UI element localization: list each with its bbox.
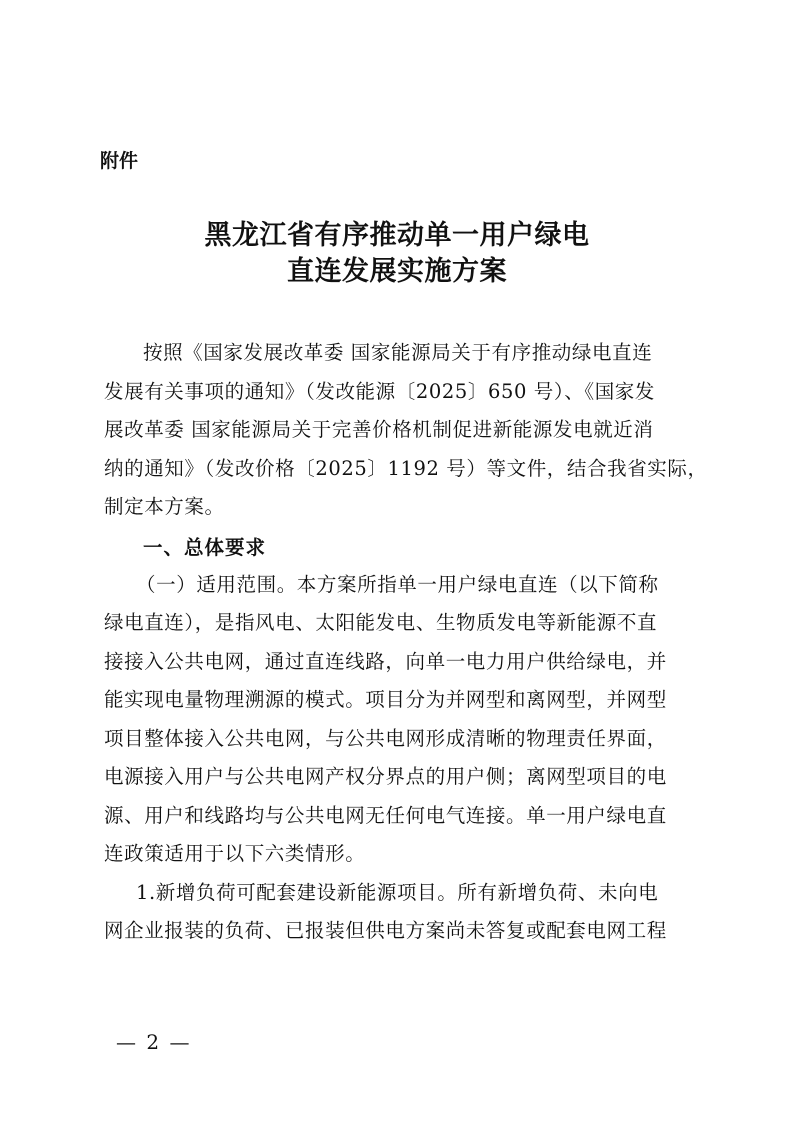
scope-paragraph-line: 连政策适用于以下六类情形。	[104, 842, 366, 865]
item1-paragraph-line: 网企业报装的负荷、已报装但供电方案尚未答复或配套电网工程	[104, 919, 667, 942]
scope-paragraph-line: 项目整体接入公共电网，与公共电网形成清晰的物理责任界面，	[104, 727, 667, 750]
scope-paragraph-line: 接接入公共电网，通过直连线路，向单一电力用户供给绿电，并	[104, 650, 667, 673]
attachment-label: 附件	[100, 150, 139, 172]
scope-paragraph-line: 能实现电量物理溯源的模式。项目分为并网型和离网型，并网型	[104, 688, 667, 711]
intro-paragraph-line: 展改革委 国家能源局关于完善价格机制促进新能源发电就近消	[104, 418, 654, 441]
scope-paragraph-line: 电源接入用户与公共电网产权分界点的用户侧；离网型项目的电	[104, 765, 667, 788]
section-heading: 一、总体要求	[143, 536, 267, 559]
scope-paragraph-line: （一）适用范围。本方案所指单一用户绿电直连（以下简称	[136, 573, 659, 596]
item1-paragraph-line: 1.新增负荷可配套建设新能源项目。所有新增负荷、未向电	[136, 881, 659, 904]
document-title-line-2: 直连发展实施方案	[287, 256, 507, 287]
intro-paragraph-line: 按照《国家发展改革委 国家能源局关于有序推动绿电直连	[143, 341, 653, 364]
intro-paragraph-line: 发展有关事项的通知》（发改能源〔2025〕650 号）、《国家发	[104, 380, 655, 403]
scope-paragraph-line: 绿电直连），是指风电、太阳能发电、生物质发电等新能源不直	[104, 611, 658, 634]
scope-paragraph-line: 源、用户和线路均与公共电网无任何电气连接。单一用户绿电直	[104, 804, 667, 827]
document-title-line-1: 黑龙江省有序推动单一用户绿电	[204, 220, 590, 251]
intro-paragraph-line: 纳的通知》（发改价格〔2025〕1192 号）等文件，结合我省实际，	[104, 457, 708, 480]
intro-paragraph-line: 制定本方案。	[104, 495, 225, 518]
page-number: — 2 —	[116, 1030, 192, 1054]
